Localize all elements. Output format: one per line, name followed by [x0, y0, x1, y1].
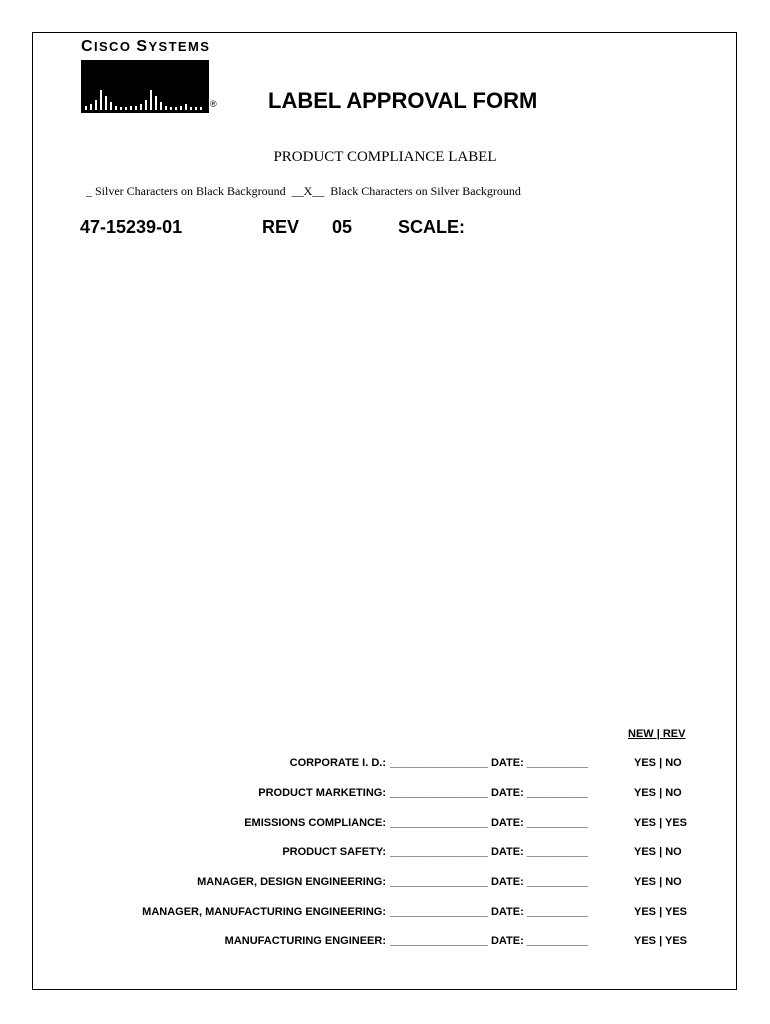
signoff-label: PRODUCT MARKETING:	[258, 787, 386, 799]
part-number: 47-15239-01	[80, 217, 183, 237]
signoff-label: EMISSIONS COMPLIANCE:	[244, 817, 386, 829]
yes-no-option[interactable]: YES | YES	[634, 817, 688, 829]
company-logo-bridge-icon	[81, 60, 209, 113]
signoff-row	[0, 817, 770, 833]
signature-date-field[interactable]: ________________ DATE: __________	[390, 787, 588, 799]
signoff-row	[0, 787, 770, 803]
signoff-label: MANAGER, MANUFACTURING ENGINEERING:	[142, 906, 386, 918]
yes-no-option[interactable]: YES | NO	[634, 846, 682, 858]
signature-date-field[interactable]: ________________ DATE: __________	[390, 817, 588, 829]
logo-letter-2: S	[136, 38, 149, 55]
registered-mark: ®	[210, 99, 217, 109]
yes-no-option[interactable]: YES | NO	[634, 757, 682, 769]
label-subtitle: PRODUCT COMPLIANCE LABEL	[273, 149, 497, 165]
signoff-label: CORPORATE I. D.:	[289, 757, 386, 769]
scale-label: SCALE:	[398, 217, 465, 237]
bridge-bars-icon	[81, 60, 209, 113]
rev-value: 05	[332, 217, 353, 237]
logo-letters: ISCO	[93, 39, 137, 54]
signoff-row	[0, 876, 770, 892]
yes-no-option[interactable]: YES | NO	[634, 876, 682, 888]
yes-no-option[interactable]: YES | YES	[634, 906, 688, 918]
rev-label: REV	[262, 217, 300, 237]
yes-no-option[interactable]: YES | YES	[634, 935, 688, 947]
signature-date-field[interactable]: ________________ DATE: __________	[390, 876, 588, 888]
color-option-line: _ Silver Characters on Black Background __X__ Black Characters on Silver Background	[86, 184, 521, 198]
signature-date-field[interactable]: ________________ DATE: __________	[390, 846, 588, 858]
logo-letter: C	[81, 38, 94, 55]
signoff-row	[0, 846, 770, 862]
signoff-row	[0, 906, 770, 922]
new-rev-header: NEW | REV	[628, 728, 686, 740]
signoff-row	[0, 935, 770, 951]
form-title: LABEL APPROVAL FORM	[268, 88, 538, 113]
signoff-label: MANUFACTURING ENGINEER:	[224, 935, 386, 947]
signoff-label: MANAGER, DESIGN ENGINEERING:	[197, 876, 386, 888]
company-logo-wordmark	[81, 38, 210, 56]
signoff-row	[0, 757, 770, 773]
signature-date-field[interactable]: ________________ DATE: __________	[390, 935, 588, 947]
yes-no-option[interactable]: YES | NO	[634, 787, 682, 799]
signature-date-field[interactable]: ________________ DATE: __________	[390, 757, 588, 769]
signoff-label: PRODUCT SAFETY:	[282, 846, 386, 858]
logo-letters-2: YSTEMS	[148, 39, 211, 54]
signature-date-field[interactable]: ________________ DATE: __________	[390, 906, 588, 918]
